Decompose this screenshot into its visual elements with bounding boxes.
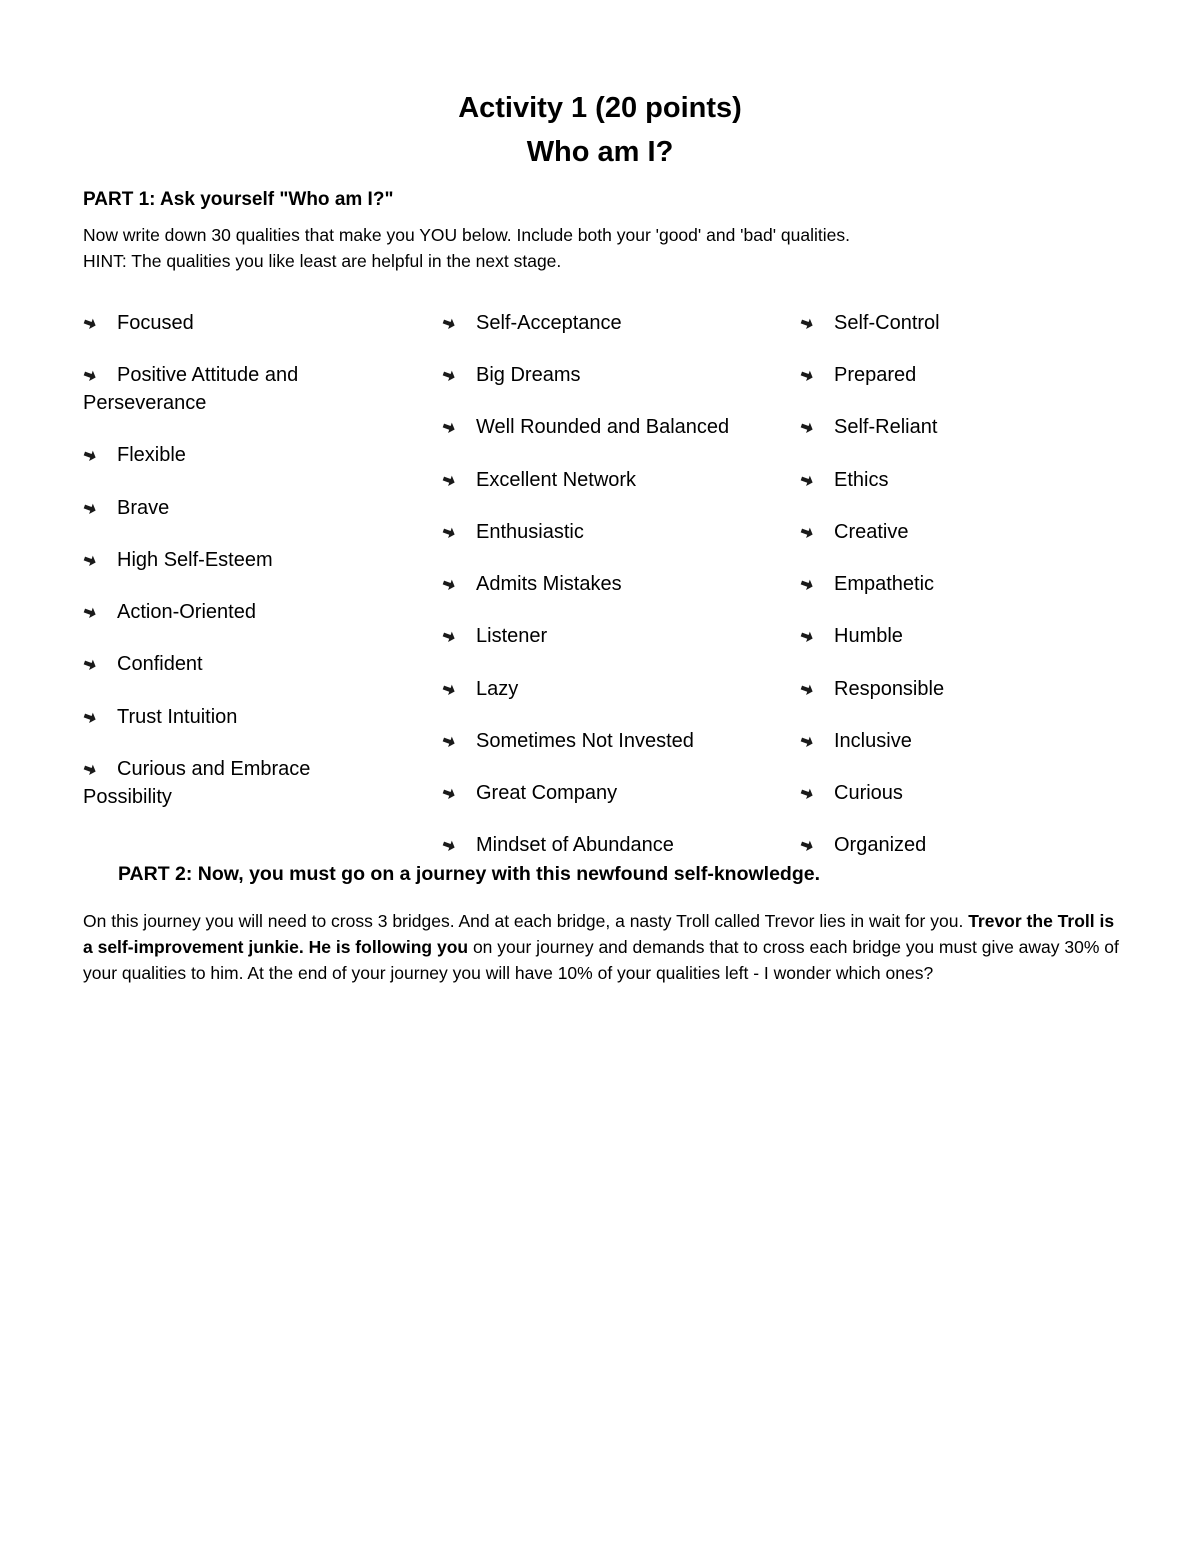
quality-label: Self-Control xyxy=(834,312,940,334)
quality-item xyxy=(442,570,772,598)
quality-label: Organized xyxy=(834,834,927,856)
arrow-down-right-icon xyxy=(442,525,456,539)
quality-item xyxy=(83,703,323,731)
quality-item xyxy=(800,413,1130,441)
arrow-down-right-icon xyxy=(800,838,814,852)
quality-item xyxy=(800,518,1130,546)
quality-item xyxy=(442,413,772,441)
arrow-down-right-icon xyxy=(800,368,814,382)
arrow-down-right-icon xyxy=(442,734,456,748)
quality-item xyxy=(442,518,772,546)
arrow-down-right-icon xyxy=(83,316,97,330)
quality-item xyxy=(800,727,1130,755)
quality-item xyxy=(442,309,772,337)
quality-label: Focused xyxy=(117,312,194,334)
arrow-down-right-icon xyxy=(83,605,97,619)
quality-label: Inclusive xyxy=(834,730,912,752)
arrow-down-right-icon xyxy=(442,316,456,330)
arrow-down-right-icon xyxy=(800,734,814,748)
arrow-down-right-icon xyxy=(83,657,97,671)
quality-item xyxy=(442,727,772,755)
quality-label: Lazy xyxy=(476,678,519,700)
quality-item xyxy=(442,779,772,807)
document-subtitle: Who am I? xyxy=(526,136,674,168)
arrow-down-right-icon xyxy=(83,762,97,776)
quality-item xyxy=(83,546,323,574)
arrow-down-right-icon xyxy=(442,473,456,487)
part1-hint: HINT: The qualities you like least are helpful in the next stage. xyxy=(83,251,562,271)
quality-label: Great Company xyxy=(476,782,618,804)
quality-label: Well Rounded and Balanced xyxy=(476,416,730,438)
arrow-down-right-icon xyxy=(800,473,814,487)
quality-label: Responsible xyxy=(834,678,945,700)
quality-item xyxy=(800,570,1130,598)
arrow-down-right-icon xyxy=(83,710,97,724)
arrow-down-right-icon xyxy=(442,368,456,382)
arrow-down-right-icon xyxy=(83,448,97,462)
quality-label: Creative xyxy=(834,521,909,543)
arrow-down-right-icon xyxy=(442,420,456,434)
quality-label: Self-Reliant xyxy=(834,416,938,438)
quality-label: Big Dreams xyxy=(476,364,581,386)
quality-item xyxy=(83,598,323,626)
quality-label: Flexible xyxy=(117,444,186,466)
quality-label: Ethics xyxy=(834,469,889,491)
arrow-down-right-icon xyxy=(83,368,97,382)
quality-item xyxy=(800,779,1130,807)
arrow-down-right-icon xyxy=(442,786,456,800)
quality-label: Curious xyxy=(834,782,903,804)
quality-item xyxy=(83,361,323,417)
quality-item xyxy=(83,755,323,811)
arrow-down-right-icon xyxy=(800,629,814,643)
arrow-down-right-icon xyxy=(83,553,97,567)
arrow-down-right-icon xyxy=(442,838,456,852)
quality-item xyxy=(442,622,772,650)
quality-item xyxy=(442,831,772,859)
document-title: Activity 1 (20 points) xyxy=(458,92,742,124)
arrow-down-right-icon xyxy=(800,420,814,434)
quality-item xyxy=(442,466,772,494)
quality-label: Enthusiastic xyxy=(476,521,584,543)
arrow-down-right-icon xyxy=(800,577,814,591)
arrow-down-right-icon xyxy=(800,682,814,696)
quality-label: Admits Mistakes xyxy=(476,573,622,595)
quality-label: Brave xyxy=(117,497,170,519)
part1-instruction: Now write down 30 qualities that make you YOU below. Include both your 'good' and 'bad' qualities. xyxy=(83,225,850,245)
quality-item xyxy=(800,831,1130,859)
part1-heading: PART 1: Ask yourself "Who am I?" xyxy=(83,189,394,210)
quality-item xyxy=(442,675,772,703)
arrow-down-right-icon xyxy=(442,629,456,643)
arrow-down-right-icon xyxy=(83,501,97,515)
quality-label: Trust Intuition xyxy=(117,706,238,728)
quality-item xyxy=(800,361,1130,389)
arrow-down-right-icon xyxy=(800,316,814,330)
part2-paragraph-bold: Trevor the Troll is a self-improvement junkie. He is following you xyxy=(83,911,1115,957)
quality-label: Empathetic xyxy=(834,573,935,595)
quality-item xyxy=(83,441,323,469)
arrow-down-right-icon xyxy=(800,786,814,800)
quality-item xyxy=(83,309,323,337)
quality-label: Sometimes Not Invested xyxy=(476,730,694,752)
quality-label: Excellent Network xyxy=(476,469,637,491)
quality-item xyxy=(800,622,1130,650)
quality-item xyxy=(800,466,1130,494)
part2-paragraph xyxy=(83,908,1123,986)
quality-item xyxy=(800,309,1130,337)
quality-item xyxy=(83,650,323,678)
part2-paragraph-intro: On this journey you will need to cross 3 bridges. And at each bridge, a nasty Troll called Trevor lies in wait for you. xyxy=(83,911,964,931)
quality-label: Prepared xyxy=(834,364,917,386)
quality-item xyxy=(442,361,772,389)
part2-heading: PART 2: Now, you must go on a journey with this newfound self-knowledge. xyxy=(118,863,821,885)
arrow-down-right-icon xyxy=(442,682,456,696)
quality-label: Confident xyxy=(117,653,203,675)
quality-label: Humble xyxy=(834,625,903,647)
quality-item xyxy=(83,494,323,522)
quality-label: Curious and Embrace Possibility xyxy=(83,758,311,808)
part2-paragraph-rest: on your journey and demands that to cross each bridge you must give away 30% of your qualities to him. At the end of your journey you will have 10% of your qualities left - I wonder which ones? xyxy=(83,937,1119,983)
quality-label: Listener xyxy=(476,625,548,647)
quality-item xyxy=(800,675,1130,703)
quality-label: Action-Oriented xyxy=(117,601,256,623)
quality-label: High Self-Esteem xyxy=(117,549,273,571)
quality-label: Positive Attitude and Perseverance xyxy=(83,364,299,414)
arrow-down-right-icon xyxy=(442,577,456,591)
quality-label: Mindset of Abundance xyxy=(476,834,674,856)
quality-label: Self-Acceptance xyxy=(476,312,622,334)
arrow-down-right-icon xyxy=(800,525,814,539)
